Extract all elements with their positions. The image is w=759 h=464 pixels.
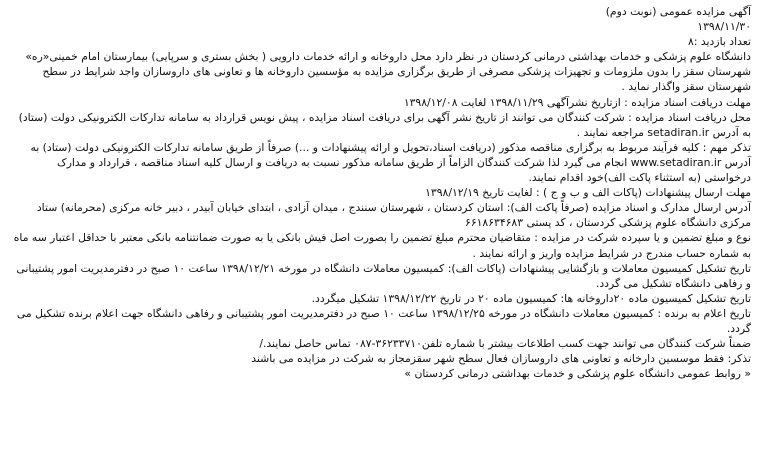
paragraph-contact-phone: ضمناً شرکت کنندگان می توانند جهت کسب اطلاعات بیشتر با شماره تلفن۳۶۲۳۳۷۱۰-۰۸۷ تماس حاصل نمایند./	[259, 337, 751, 351]
paragraph-document-deadline: مهلت دریافت اسناد مزایده : ازتاریخ نشرآگهی ۱۳۹۸/۱۱/۲۹ لغایت ۱۳۹۸/۱۲/۰۸	[403, 95, 751, 109]
paragraph-submission-address: آدرس ارسال مدارک و اسناد مزایده (صرفاً پاکت الف): استان کردستان ، شهرستان سنندج ، میدان آزادی ، ابتدای خیابان آبیدر ، دبیر خانه مرکزی (محرمانه) ستاد مرکزی دانشگاه علوم پزشکی کردستان ، کد پستی ۶۶۱۸۶۳۴۶۸۳	[36, 201, 751, 230]
notice-date: ۱۳۹۸/۱۱/۳۰	[697, 20, 751, 34]
paragraph-eligibility-note: تذکر: فقط موسسین دارخانه و تعاونی های داروسازان فعال سطح شهر سقزمجاز به شرکت در مزایده می باشند	[251, 352, 751, 366]
paragraph-document-location: محل دریافت اسناد مزایده : شرکت کنندگان می توانند از تاریخ نشر آگهی برای دریافت اسناد مزایده ، پیش نویس قرارداد به سامانه تدارکات الکترونیکی دولت (ستاد) به آدرس setadiran.ir مراجعه نمایند .	[18, 110, 751, 139]
paragraph-intro: دانشگاه علوم پزشکی و خدمات بهداشتی درمانی کردستان در نظر دارد محل داروخانه و ارائه خدمات دارویی ( بخش بستری و سرپایی) بیمارستان امام خمینی«ره» شهرستان سقز را بدون ملزومات و تجهیزات پزشکی مصرفی از طریق برگزاری مزایده به مؤسسین داروخانه ها و تعاونی های داروسازان واجد شرایط در سطح شهرستان سقز واگذار نماید .	[25, 50, 751, 94]
paragraph-guarantee: نوع و مبلغ تضمین و یا سپرده شرکت در مزایده : متقاضیان محترم مبلغ تضمین را بصورت اصل فیش بانکی یا به صورت ضمانتنامه بانکی معتبر با حداقل اعتبار سه ماه به شماره حساب مندرج در شرایط مزایده واریز و ارائه نمایند .	[13, 231, 751, 260]
auction-notice	[8, 4, 751, 381]
paragraph-commission-opening: تاریخ تشکیل کمیسیون معاملات و بازگشایی پیشنهادات (پاکات الف): کمیسیون معاملات دانشگاه در مورخه ۱۳۹۸/۱۲/۲۱ ساعت ۱۰ صبح در دفترمدیریت امور پشتیبانی و رفاهی دانشگاه تشکیل می گردد.	[16, 261, 751, 290]
notice-title: آگهی مزایده عمومی (نوبت دوم)	[605, 5, 751, 18]
paragraph-winner-announcement: تاریخ اعلام به برنده : کمیسیون معاملات دانشگاه در مورخه ۱۳۹۸/۱۲/۲۵ ساعت ۱۰ صبح در دفترمدیریت امور پشتیبانی و رفاهی دانشگاه جهت اعلام برنده تشکیل می گردد.	[16, 306, 751, 335]
paragraph-article-20-commission: تاریخ تشکیل کمیسیون ماده ۲۰داروخانه ها: کمیسیون ماده ۲۰ در تاریخ ۱۳۹۸/۱۲/۲۲ تشکیل میگردد.	[311, 291, 751, 305]
paragraph-important-note: تذکر مهم : کلیه فرآیند مربوط به برگزاری مناقصه مذکور (دریافت اسناد،تحویل و ارائه پیشنهادات و ...) صرفاً از طریق سامانه تدارکات الکترونیکی دولت (ستاد) به آدرس www.setadiran.ir انجام می گیرد لذا شرکت کنندگان الزاماً از طریق سامانه مذکور نسبت به دریافت و ارسال کلیه اسناد مناقصه ، قرارداد و مدارک درخواستی (به استثناء پاکت الف)خود اقدام نمایند.	[30, 140, 751, 185]
paragraph-public-relations: « روابط عمومی دانشگاه علوم پزشکی و خدمات بهداشتی درمانی کردستان »	[404, 367, 751, 381]
visit-count: تعداد بازدید :۸	[688, 35, 751, 49]
paragraph-submission-deadline: مهلت ارسال پیشنهادات (پاکات الف و ب و ج ) : لغایت تاریخ ۱۳۹۸/۱۲/۱۹	[425, 186, 751, 200]
